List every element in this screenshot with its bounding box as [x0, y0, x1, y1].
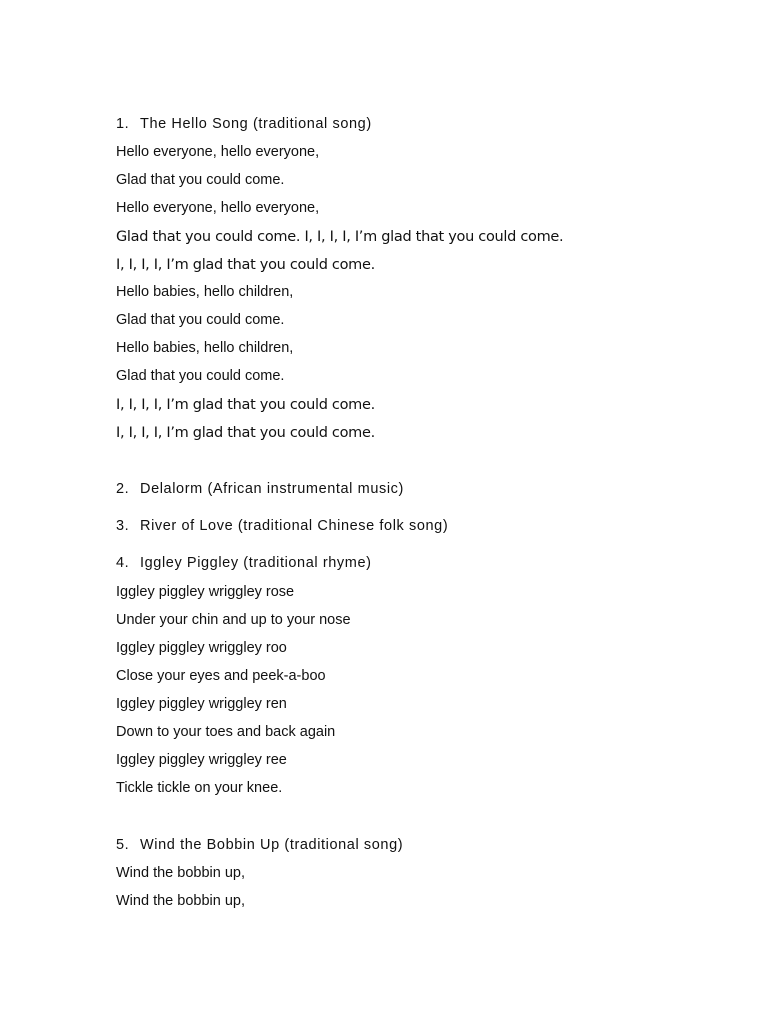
lyric-line: Glad that you could come. — [116, 172, 285, 188]
song-heading — [116, 480, 404, 498]
lyric-line: Glad that you could come. — [116, 312, 285, 328]
lyric-line: Iggley piggley wriggley ree — [116, 752, 287, 768]
lyric-line: Wind the bobbin up, — [116, 893, 245, 909]
lyric-line: Hello everyone, hello everyone, — [116, 144, 320, 160]
song-title: Iggley Piggley (traditional rhyme) — [140, 555, 372, 571]
song-number: 2. — [116, 481, 130, 497]
song-heading — [116, 115, 372, 133]
lyric-line: Tickle tickle on your knee. — [116, 780, 283, 796]
song-title: The Hello Song (traditional song) — [140, 116, 372, 132]
song-number: 3. — [116, 518, 130, 534]
lyric-line: Iggley piggley wriggley rose — [116, 584, 295, 600]
lyric-line: Wind the bobbin up, — [116, 865, 245, 881]
song-title: River of Love (traditional Chinese folk song) — [140, 518, 449, 534]
lyric-line: Down to your toes and back again — [116, 724, 336, 740]
song-number: 4. — [116, 555, 130, 571]
song-number: 1. — [116, 116, 130, 132]
lyric-line: Close your eyes and peek-a-boo — [116, 668, 326, 684]
song-heading — [116, 836, 403, 854]
lyric-line: Hello everyone, hello everyone, — [116, 200, 320, 216]
lyric-line: Iggley piggley wriggley ren — [116, 696, 287, 712]
lyric-line: Hello babies, hello children, — [116, 340, 294, 356]
song-heading — [116, 554, 372, 572]
song-title: Wind the Bobbin Up (traditional song) — [140, 837, 404, 853]
lyric-line: Under your chin and up to your nose — [116, 612, 351, 628]
song-number: 5. — [116, 837, 130, 853]
lyric-line: Hello babies, hello children, — [116, 284, 294, 300]
lyric-line: Glad that you could come. I, I, I, I, I’m glad that you could come. — [116, 229, 564, 245]
lyric-line: Glad that you could come. — [116, 368, 285, 384]
lyric-line: Iggley piggley wriggley roo — [116, 640, 287, 656]
lyric-line: I, I, I, I, I’m glad that you could come. — [116, 425, 375, 441]
lyric-line: I, I, I, I, I’m glad that you could come. — [116, 397, 375, 413]
song-title: Delalorm (African instrumental music) — [140, 481, 404, 497]
song-heading — [116, 517, 448, 535]
lyric-line: I, I, I, I, I’m glad that you could come. — [116, 257, 375, 273]
